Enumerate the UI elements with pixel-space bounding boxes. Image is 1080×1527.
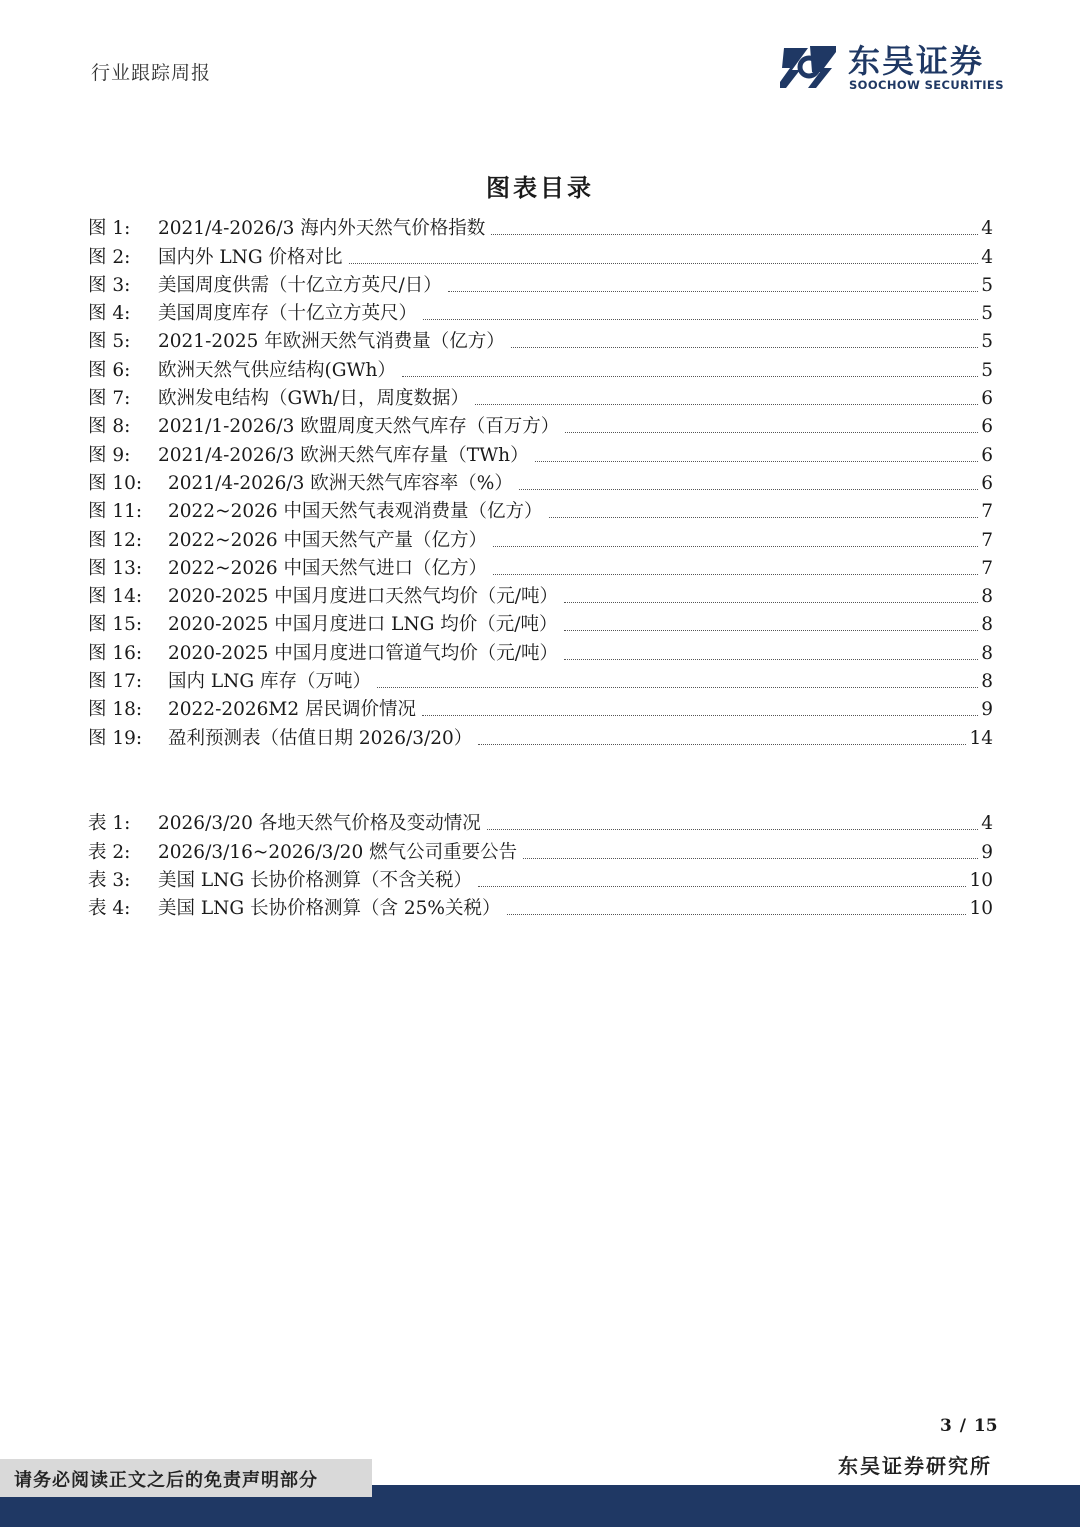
toc-figure-entry[interactable] bbox=[88, 298, 993, 326]
dot-leader bbox=[565, 432, 978, 433]
dot-leader bbox=[487, 829, 978, 830]
dot-leader bbox=[423, 319, 978, 320]
dot-leader bbox=[511, 347, 978, 348]
dot-leader bbox=[478, 886, 966, 887]
logo-english-name: SOOCHOW SECURITIES bbox=[849, 78, 1004, 92]
entry-page: 5 bbox=[981, 331, 993, 353]
entry-page: 8 bbox=[981, 642, 993, 664]
entry-title: 2020-2025 中国月度进口管道气均价（元/吨） bbox=[168, 642, 559, 664]
dot-leader bbox=[507, 914, 967, 915]
entry-page: 9 bbox=[981, 841, 993, 863]
dot-leader bbox=[349, 263, 979, 264]
disclaimer-text: 请务必阅读正文之后的免责声明部分 bbox=[14, 1470, 318, 1491]
toc-figure-entry[interactable] bbox=[88, 524, 993, 552]
entry-title: 国内 LNG 库存（万吨） bbox=[168, 671, 372, 693]
toc-figure-entry[interactable] bbox=[88, 581, 993, 609]
entry-number: 图 1: bbox=[88, 218, 131, 240]
page-number: 3 / 15 bbox=[940, 1416, 998, 1436]
toc-figure-entry[interactable] bbox=[88, 241, 993, 269]
entry-number: 图 6: bbox=[88, 359, 131, 381]
entry-page: 6 bbox=[981, 388, 993, 410]
entry-title: 2026/3/16~2026/3/20 燃气公司重要公告 bbox=[158, 841, 518, 863]
entry-page: 8 bbox=[981, 614, 993, 636]
entry-title: 2022~2026 中国天然气产量（亿方） bbox=[168, 529, 488, 551]
figure-list bbox=[88, 213, 993, 751]
entry-page: 7 bbox=[981, 557, 993, 579]
dot-leader bbox=[549, 517, 979, 518]
table-list bbox=[88, 808, 993, 921]
entry-number: 图 15: bbox=[88, 614, 143, 636]
entry-number: 图 18: bbox=[88, 699, 143, 721]
entry-number: 图 14: bbox=[88, 586, 143, 608]
dot-leader bbox=[402, 376, 978, 377]
entry-title: 2022-2026M2 居民调价情况 bbox=[168, 699, 417, 721]
entry-title: 2021/4-2026/3 欧洲天然气库存量（TWh） bbox=[158, 444, 529, 466]
entry-page: 4 bbox=[981, 246, 993, 268]
dot-leader bbox=[493, 574, 978, 575]
entry-page: 5 bbox=[981, 359, 993, 381]
toc-figure-entry[interactable] bbox=[88, 439, 993, 467]
dot-leader bbox=[478, 744, 966, 745]
entry-title: 2021/4-2026/3 海内外天然气价格指数 bbox=[158, 218, 486, 240]
dot-leader bbox=[377, 687, 978, 688]
toc-figure-entry[interactable] bbox=[88, 354, 993, 382]
entry-title: 美国周度库存（十亿立方英尺） bbox=[158, 303, 418, 325]
dot-leader bbox=[475, 404, 978, 405]
entry-number: 图 8: bbox=[88, 416, 131, 438]
entry-number: 图 13: bbox=[88, 557, 143, 579]
entry-number: 表 1: bbox=[88, 813, 131, 835]
entry-title: 美国 LNG 长协价格测算（不含关税） bbox=[158, 869, 473, 891]
dot-leader bbox=[564, 602, 978, 603]
toc-figure-entry[interactable] bbox=[88, 722, 993, 750]
entry-page: 7 bbox=[981, 501, 993, 523]
institute-name: 东吴证券研究所 bbox=[838, 1454, 992, 1478]
entry-page: 8 bbox=[981, 671, 993, 693]
toc-figure-entry[interactable] bbox=[88, 383, 993, 411]
entry-page: 5 bbox=[981, 274, 993, 296]
entry-page: 14 bbox=[969, 727, 993, 749]
entry-title: 盈利预测表（估值日期 2026/3/20） bbox=[168, 727, 473, 749]
entry-title: 2020-2025 中国月度进口 LNG 均价（元/吨） bbox=[168, 614, 558, 636]
entry-title: 美国 LNG 长协价格测算（含 25%关税） bbox=[158, 898, 501, 920]
entry-number: 图 2: bbox=[88, 246, 131, 268]
toc-figure-entry[interactable] bbox=[88, 326, 993, 354]
entry-number: 图 3: bbox=[88, 274, 131, 296]
entry-number: 图 5: bbox=[88, 331, 131, 353]
toc-figure-entry[interactable] bbox=[88, 553, 993, 581]
entry-number: 图 11: bbox=[88, 501, 143, 523]
company-logo bbox=[778, 40, 1008, 96]
entry-number: 图 17: bbox=[88, 671, 143, 693]
entry-number: 表 2: bbox=[88, 841, 131, 863]
toc-figure-entry[interactable] bbox=[88, 496, 993, 524]
toc-figure-entry[interactable] bbox=[88, 666, 993, 694]
entry-page: 6 bbox=[981, 416, 993, 438]
entry-title: 2021/4-2026/3 欧洲天然气库容率（%） bbox=[168, 472, 513, 494]
toc-table-entry[interactable] bbox=[88, 836, 993, 864]
toc-figure-entry[interactable] bbox=[88, 270, 993, 298]
entry-title: 国内外 LNG 价格对比 bbox=[158, 246, 343, 268]
entry-page: 4 bbox=[981, 813, 993, 835]
entry-title: 2022~2026 中国天然气表观消费量（亿方） bbox=[168, 501, 543, 523]
dot-leader bbox=[564, 659, 978, 660]
entry-title: 2026/3/20 各地天然气价格及变动情况 bbox=[158, 813, 481, 835]
toc-figure-entry[interactable] bbox=[88, 411, 993, 439]
dot-leader bbox=[491, 234, 978, 235]
dot-leader bbox=[523, 858, 978, 859]
entry-title: 2022~2026 中国天然气进口（亿方） bbox=[168, 557, 488, 579]
entry-page: 4 bbox=[981, 218, 993, 240]
entry-page: 6 bbox=[981, 472, 993, 494]
document-type: 行业跟踪周报 bbox=[91, 62, 212, 84]
toc-table-entry[interactable] bbox=[88, 808, 993, 836]
entry-page: 9 bbox=[981, 699, 993, 721]
entry-title: 欧洲天然气供应结构(GWh） bbox=[158, 359, 396, 381]
dot-leader bbox=[448, 291, 978, 292]
entry-number: 图 9: bbox=[88, 444, 131, 466]
dot-leader bbox=[535, 461, 979, 462]
entry-page: 6 bbox=[981, 444, 993, 466]
disclaimer-box bbox=[0, 1459, 372, 1497]
entry-number: 图 12: bbox=[88, 529, 143, 551]
toc-table-entry[interactable] bbox=[88, 893, 993, 921]
soochow-logo-icon bbox=[778, 42, 840, 92]
entry-page: 10 bbox=[969, 869, 993, 891]
entry-number: 图 7: bbox=[88, 388, 131, 410]
dot-leader bbox=[493, 546, 978, 547]
dot-leader bbox=[422, 715, 978, 716]
entry-title: 2020-2025 中国月度进口天然气均价（元/吨） bbox=[168, 586, 559, 608]
dot-leader bbox=[519, 489, 978, 490]
toc-figure-entry[interactable] bbox=[88, 637, 993, 665]
entry-number: 图 19: bbox=[88, 727, 143, 749]
entry-page: 8 bbox=[981, 586, 993, 608]
entry-title: 2021/1-2026/3 欧盟周度天然气库存（百万方） bbox=[158, 416, 560, 438]
entry-number: 图 16: bbox=[88, 642, 143, 664]
toc-figure-entry[interactable] bbox=[88, 213, 993, 241]
toc-title: 图表目录 bbox=[486, 173, 594, 202]
entry-number: 图 10: bbox=[88, 472, 143, 494]
entry-title: 美国周度供需（十亿立方英尺/日） bbox=[158, 274, 442, 296]
dot-leader bbox=[564, 630, 979, 631]
toc-table-entry[interactable] bbox=[88, 865, 993, 893]
toc-figure-entry[interactable] bbox=[88, 468, 993, 496]
entry-page: 5 bbox=[981, 303, 993, 325]
toc-figure-entry[interactable] bbox=[88, 609, 993, 637]
entry-number: 图 4: bbox=[88, 303, 131, 325]
entry-page: 7 bbox=[981, 529, 993, 551]
entry-title: 欧洲发电结构（GWh/日，周度数据） bbox=[158, 388, 469, 410]
entry-title: 2021-2025 年欧洲天然气消费量（亿方） bbox=[158, 331, 505, 353]
entry-number: 表 4: bbox=[88, 898, 131, 920]
logo-chinese-name: 东吴证券 bbox=[848, 42, 985, 80]
toc-figure-entry[interactable] bbox=[88, 694, 993, 722]
entry-number: 表 3: bbox=[88, 869, 131, 891]
entry-page: 10 bbox=[969, 898, 993, 920]
